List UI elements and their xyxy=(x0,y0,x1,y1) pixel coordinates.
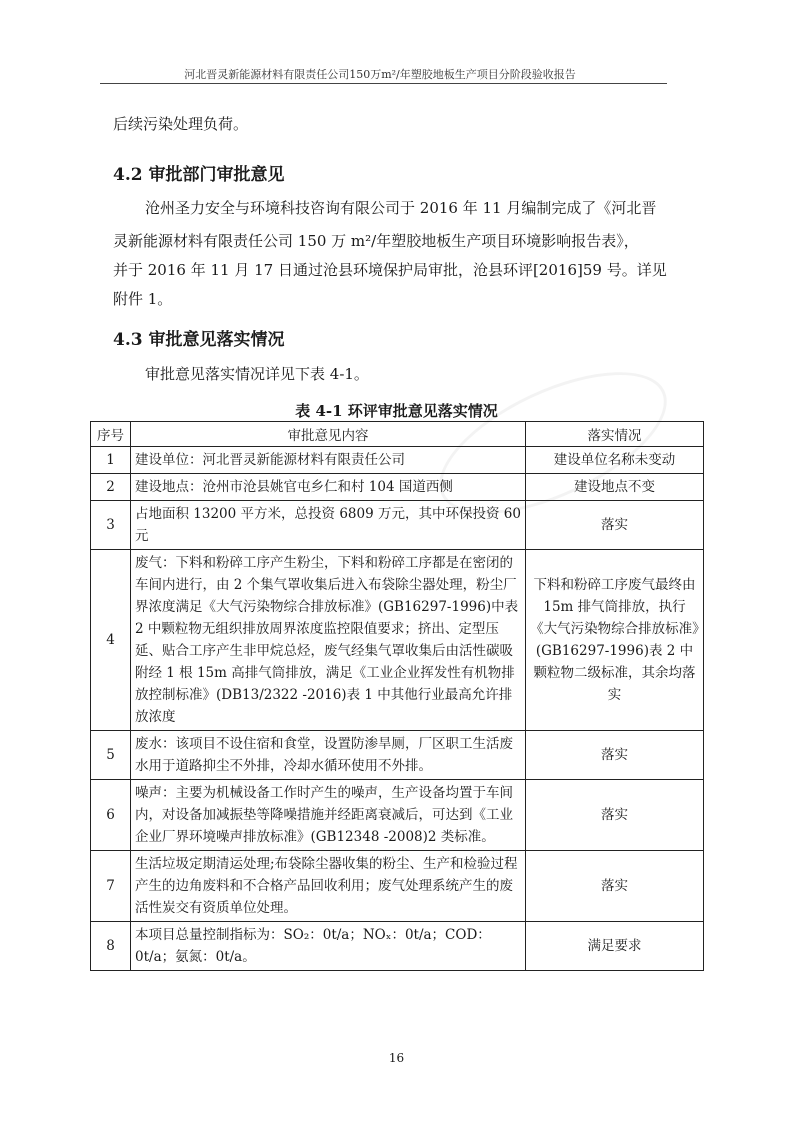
row-no: 1 xyxy=(91,447,131,474)
section-4-3-text: 审批意见落实情况详见下表 4-1。 xyxy=(145,365,369,383)
section-4-2-line-4: 附件 1。 xyxy=(113,290,173,308)
row-status: 下料和粉碎工序废气最终由 15m 排气筒排放，执行《大气污染物综合排放标准》(GB16297-1996)表 2 中颗粒物二级标准，其余均落实 xyxy=(526,550,704,731)
table-row xyxy=(91,851,704,922)
section-4-3-title: 4.3 审批意见落实情况 xyxy=(113,330,285,350)
table-row xyxy=(91,922,704,971)
table-row xyxy=(91,447,704,474)
row-no: 8 xyxy=(91,922,131,971)
table-row xyxy=(91,501,704,550)
section-4-2-line-2: 灵新能源材料有限责任公司 150 万 m²/年塑胶地板生产项目环境影响报告表》， xyxy=(113,232,639,250)
row-no: 5 xyxy=(91,731,131,780)
header-content: 审批意见内容 xyxy=(131,422,526,447)
row-status: 落实 xyxy=(526,731,704,780)
section-4-2-title: 4.2 审批部门审批意见 xyxy=(113,165,285,185)
intro-line: 后续污染处理负荷。 xyxy=(113,115,249,133)
table-header-row xyxy=(91,422,704,447)
row-no: 7 xyxy=(91,851,131,922)
section-4-2-line-3: 并于 2016 年 11 月 17 日通过沧县环境保护局审批，沧县环评[2016]59 号。详见 xyxy=(113,261,667,279)
row-no: 2 xyxy=(91,474,131,501)
row-content: 占地面积 13200 平方米，总投资 6809 万元，其中环保投资 60 元 xyxy=(131,501,526,550)
page-header: 河北晋灵新能源材料有限责任公司150万m²/年塑胶地板生产项目分阶段验收报告 xyxy=(184,68,576,81)
row-content: 生活垃圾定期清运处理;布袋除尘器收集的粉尘、生产和检验过程产生的边角废料和不合格产品回收利用；废气处理系统产生的废活性炭交有资质单位处理。 xyxy=(131,851,526,922)
header-divider xyxy=(100,83,667,84)
page-number: 16 xyxy=(388,1051,405,1065)
table-row xyxy=(91,731,704,780)
section-4-2-line-1: 沧州圣力安全与环境科技咨询有限公司于 2016 年 11 月编制完成了《河北晋 xyxy=(145,199,657,217)
header-no: 序号 xyxy=(91,422,131,447)
row-content: 废气：下料和粉碎工序产生粉尘，下料和粉碎工序都是在密闭的车间内进行，由 2 个集气罩收集后进入布袋除尘器处理，粉尘厂界浓度满足《大气污染物综合排放标准》(GB16297-1996)中表 2 中颗粒物无组织排放周界浓度监控限值要求；挤出、定型压延、贴合工序产生非甲烷总烃，废气经集气罩收集后由活性碳吸附经 1 根 15m 高排气筒排放，满足《工业企业挥发性有机物排放控制标准》(DB13/2322 -2016)表 1 中其他行业最高允许排放浓度 xyxy=(131,550,526,731)
table-caption: 表 4-1 环评审批意见落实情况 xyxy=(295,402,498,420)
row-status: 建设地点不变 xyxy=(526,474,704,501)
row-no: 3 xyxy=(91,501,131,550)
table-row xyxy=(91,474,704,501)
row-status: 落实 xyxy=(526,851,704,922)
header-status: 落实情况 xyxy=(526,422,704,447)
table-row xyxy=(91,780,704,851)
row-status: 落实 xyxy=(526,501,704,550)
approval-table xyxy=(90,421,704,971)
row-content: 建设地点：沧州市沧县姚官屯乡仁和村 104 国道西侧 xyxy=(131,474,526,501)
row-content: 噪声：主要为机械设备工作时产生的噪声，生产设备均置于车间内，对设备加减振垫等降噪措施并经距离衰减后，可达到《工业企业厂界环境噪声排放标准》(GB12348 -2008)2 类标准。 xyxy=(131,780,526,851)
row-no: 6 xyxy=(91,780,131,851)
row-content: 本项目总量控制指标为：SO₂：0t/a；NOₓ：0t/a；COD：0t/a；氨氮：0t/a。 xyxy=(131,922,526,971)
row-status: 满足要求 xyxy=(526,922,704,971)
row-status: 落实 xyxy=(526,780,704,851)
table-row xyxy=(91,550,704,731)
row-content: 废水：该项目不设住宿和食堂，设置防渗旱厕，厂区职工生活废水用于道路抑尘不外排，冷却水循环使用不外排。 xyxy=(131,731,526,780)
row-status: 建设单位名称未变动 xyxy=(526,447,704,474)
row-no: 4 xyxy=(91,550,131,731)
row-content: 建设单位：河北晋灵新能源材料有限责任公司 xyxy=(131,447,526,474)
